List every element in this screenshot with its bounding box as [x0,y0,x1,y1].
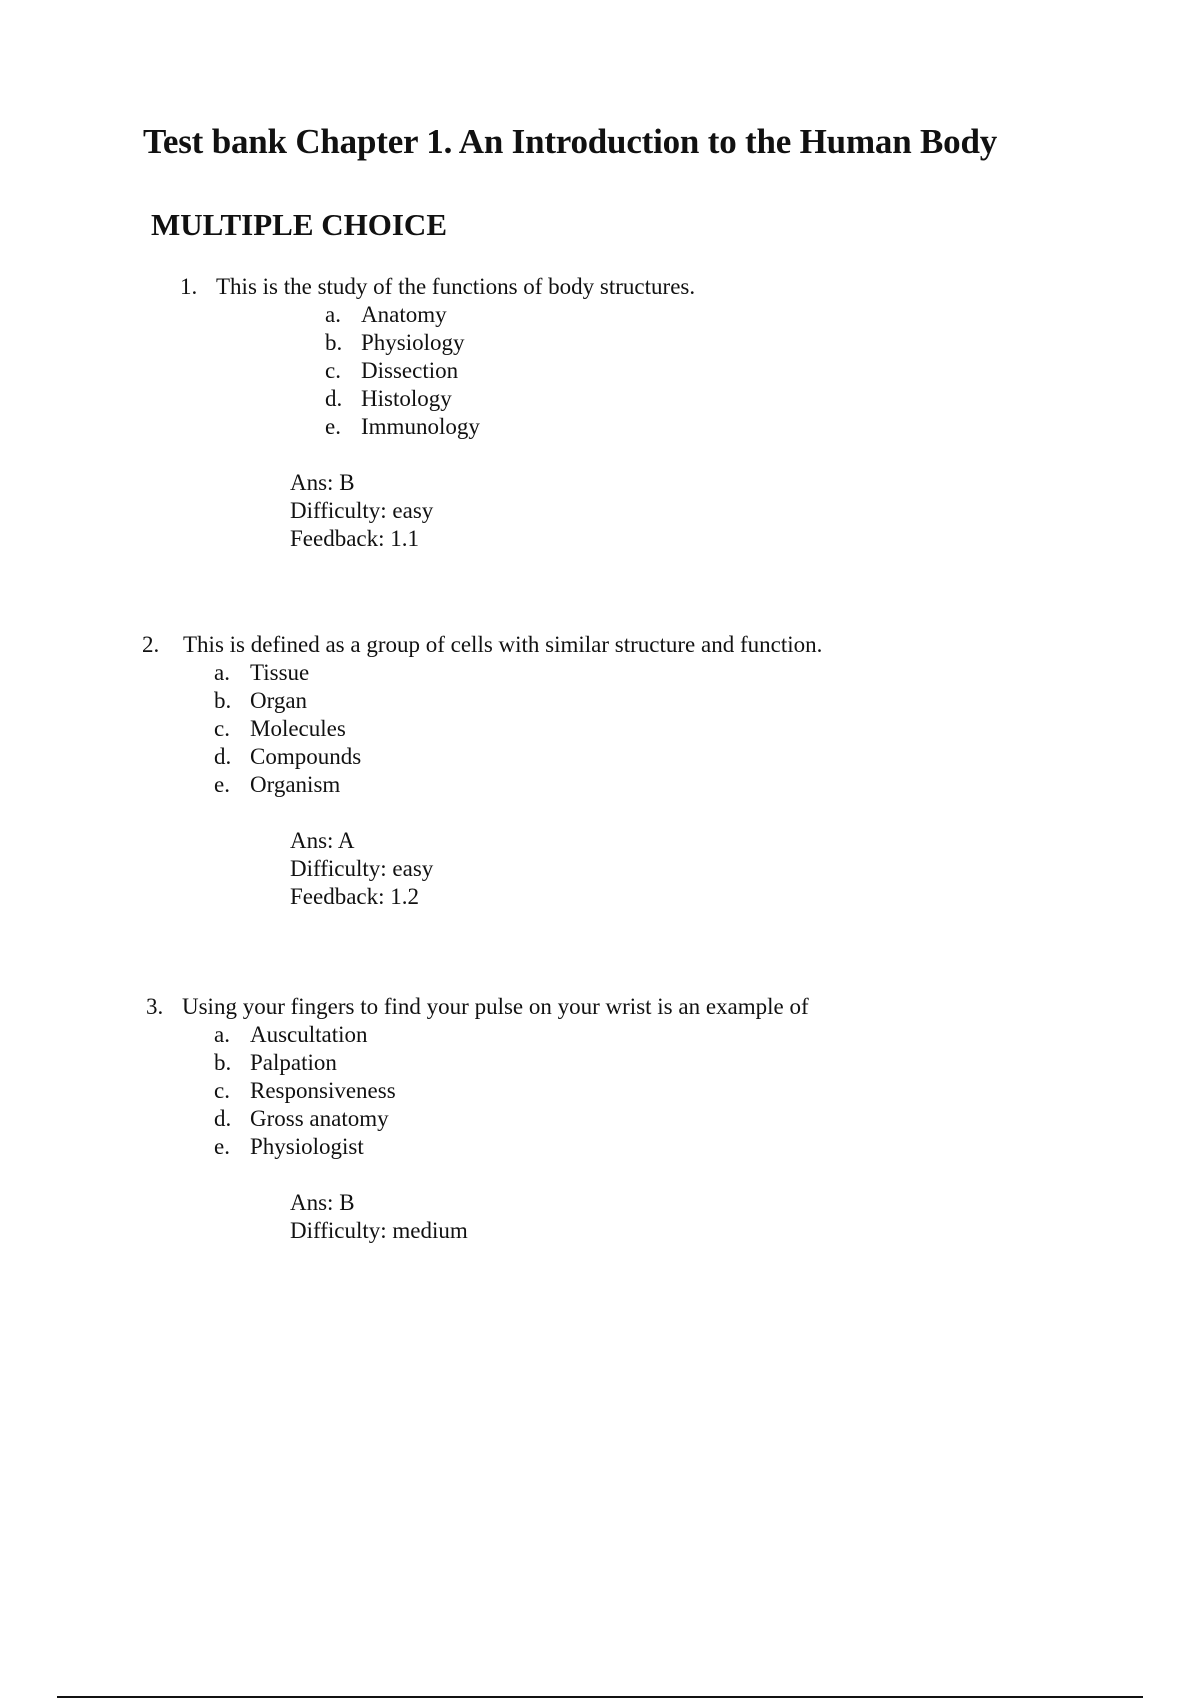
bottom-divider [57,1696,1143,1698]
question-number: 3. [146,994,164,1019]
option-text: Responsiveness [250,1078,396,1103]
option-text: Palpation [250,1050,337,1075]
option-text: Histology [361,386,452,411]
question-3 [146,993,809,1021]
option-3c [214,1077,396,1105]
option-3a [214,1021,368,1049]
question-text: This is defined as a group of cells with similar structure and function. [183,632,823,657]
option-2d [214,743,361,771]
option-2a [214,659,309,687]
option-text: Immunology [361,414,480,439]
option-letter: e. [214,1134,230,1159]
option-text: Gross anatomy [250,1106,389,1131]
feedback-1: Feedback: 1.1 [290,526,420,551]
question-text: Using your fingers to find your pulse on your wrist is an example of [182,994,809,1019]
difficulty-2: Difficulty: easy [290,856,434,881]
option-1e [325,413,480,441]
option-letter: c. [325,358,341,383]
answer-1: Ans: B [290,470,355,495]
option-text: Physiologist [250,1134,364,1159]
option-text: Compounds [250,744,362,769]
option-text: Tissue [250,660,310,685]
option-1d [325,385,452,413]
option-letter: a. [325,302,341,327]
question-text: This is the study of the functions of body structures. [216,274,696,299]
option-2c [214,715,346,743]
option-letter: c. [214,1078,230,1103]
answer-3: Ans: B [290,1190,355,1215]
answer-2: Ans: A [290,828,355,853]
option-letter: e. [325,414,341,439]
option-letter: d. [214,744,232,769]
question-1 [180,273,695,301]
option-text: Organism [250,772,341,797]
page-title: Test bank Chapter 1. An Introduction to the Human Body [143,122,998,161]
option-letter: a. [214,660,230,685]
option-letter: d. [214,1106,232,1131]
question-2 [142,631,822,659]
option-1b [325,329,465,357]
option-text: Molecules [250,716,346,741]
option-letter: b. [214,1050,232,1075]
option-letter: b. [214,688,232,713]
option-letter: b. [325,330,343,355]
option-text: Dissection [361,358,459,383]
option-3e [214,1133,364,1161]
option-text: Organ [250,688,308,713]
difficulty-1: Difficulty: easy [290,498,434,523]
option-letter: e. [214,772,230,797]
question-number: 1. [180,274,198,299]
section-heading: MULTIPLE CHOICE [151,207,447,242]
option-1c [325,357,458,385]
option-letter: d. [325,386,343,411]
option-2b [214,687,307,715]
option-text: Auscultation [250,1022,368,1047]
option-1a [325,301,447,329]
difficulty-3: Difficulty: medium [290,1218,468,1243]
question-number: 2. [142,632,160,657]
option-3d [214,1105,389,1133]
option-letter: c. [214,716,230,741]
option-text: Physiology [361,330,465,355]
option-text: Anatomy [361,302,447,327]
option-2e [214,771,340,799]
option-3b [214,1049,337,1077]
option-letter: a. [214,1022,230,1047]
feedback-2: Feedback: 1.2 [290,884,420,909]
